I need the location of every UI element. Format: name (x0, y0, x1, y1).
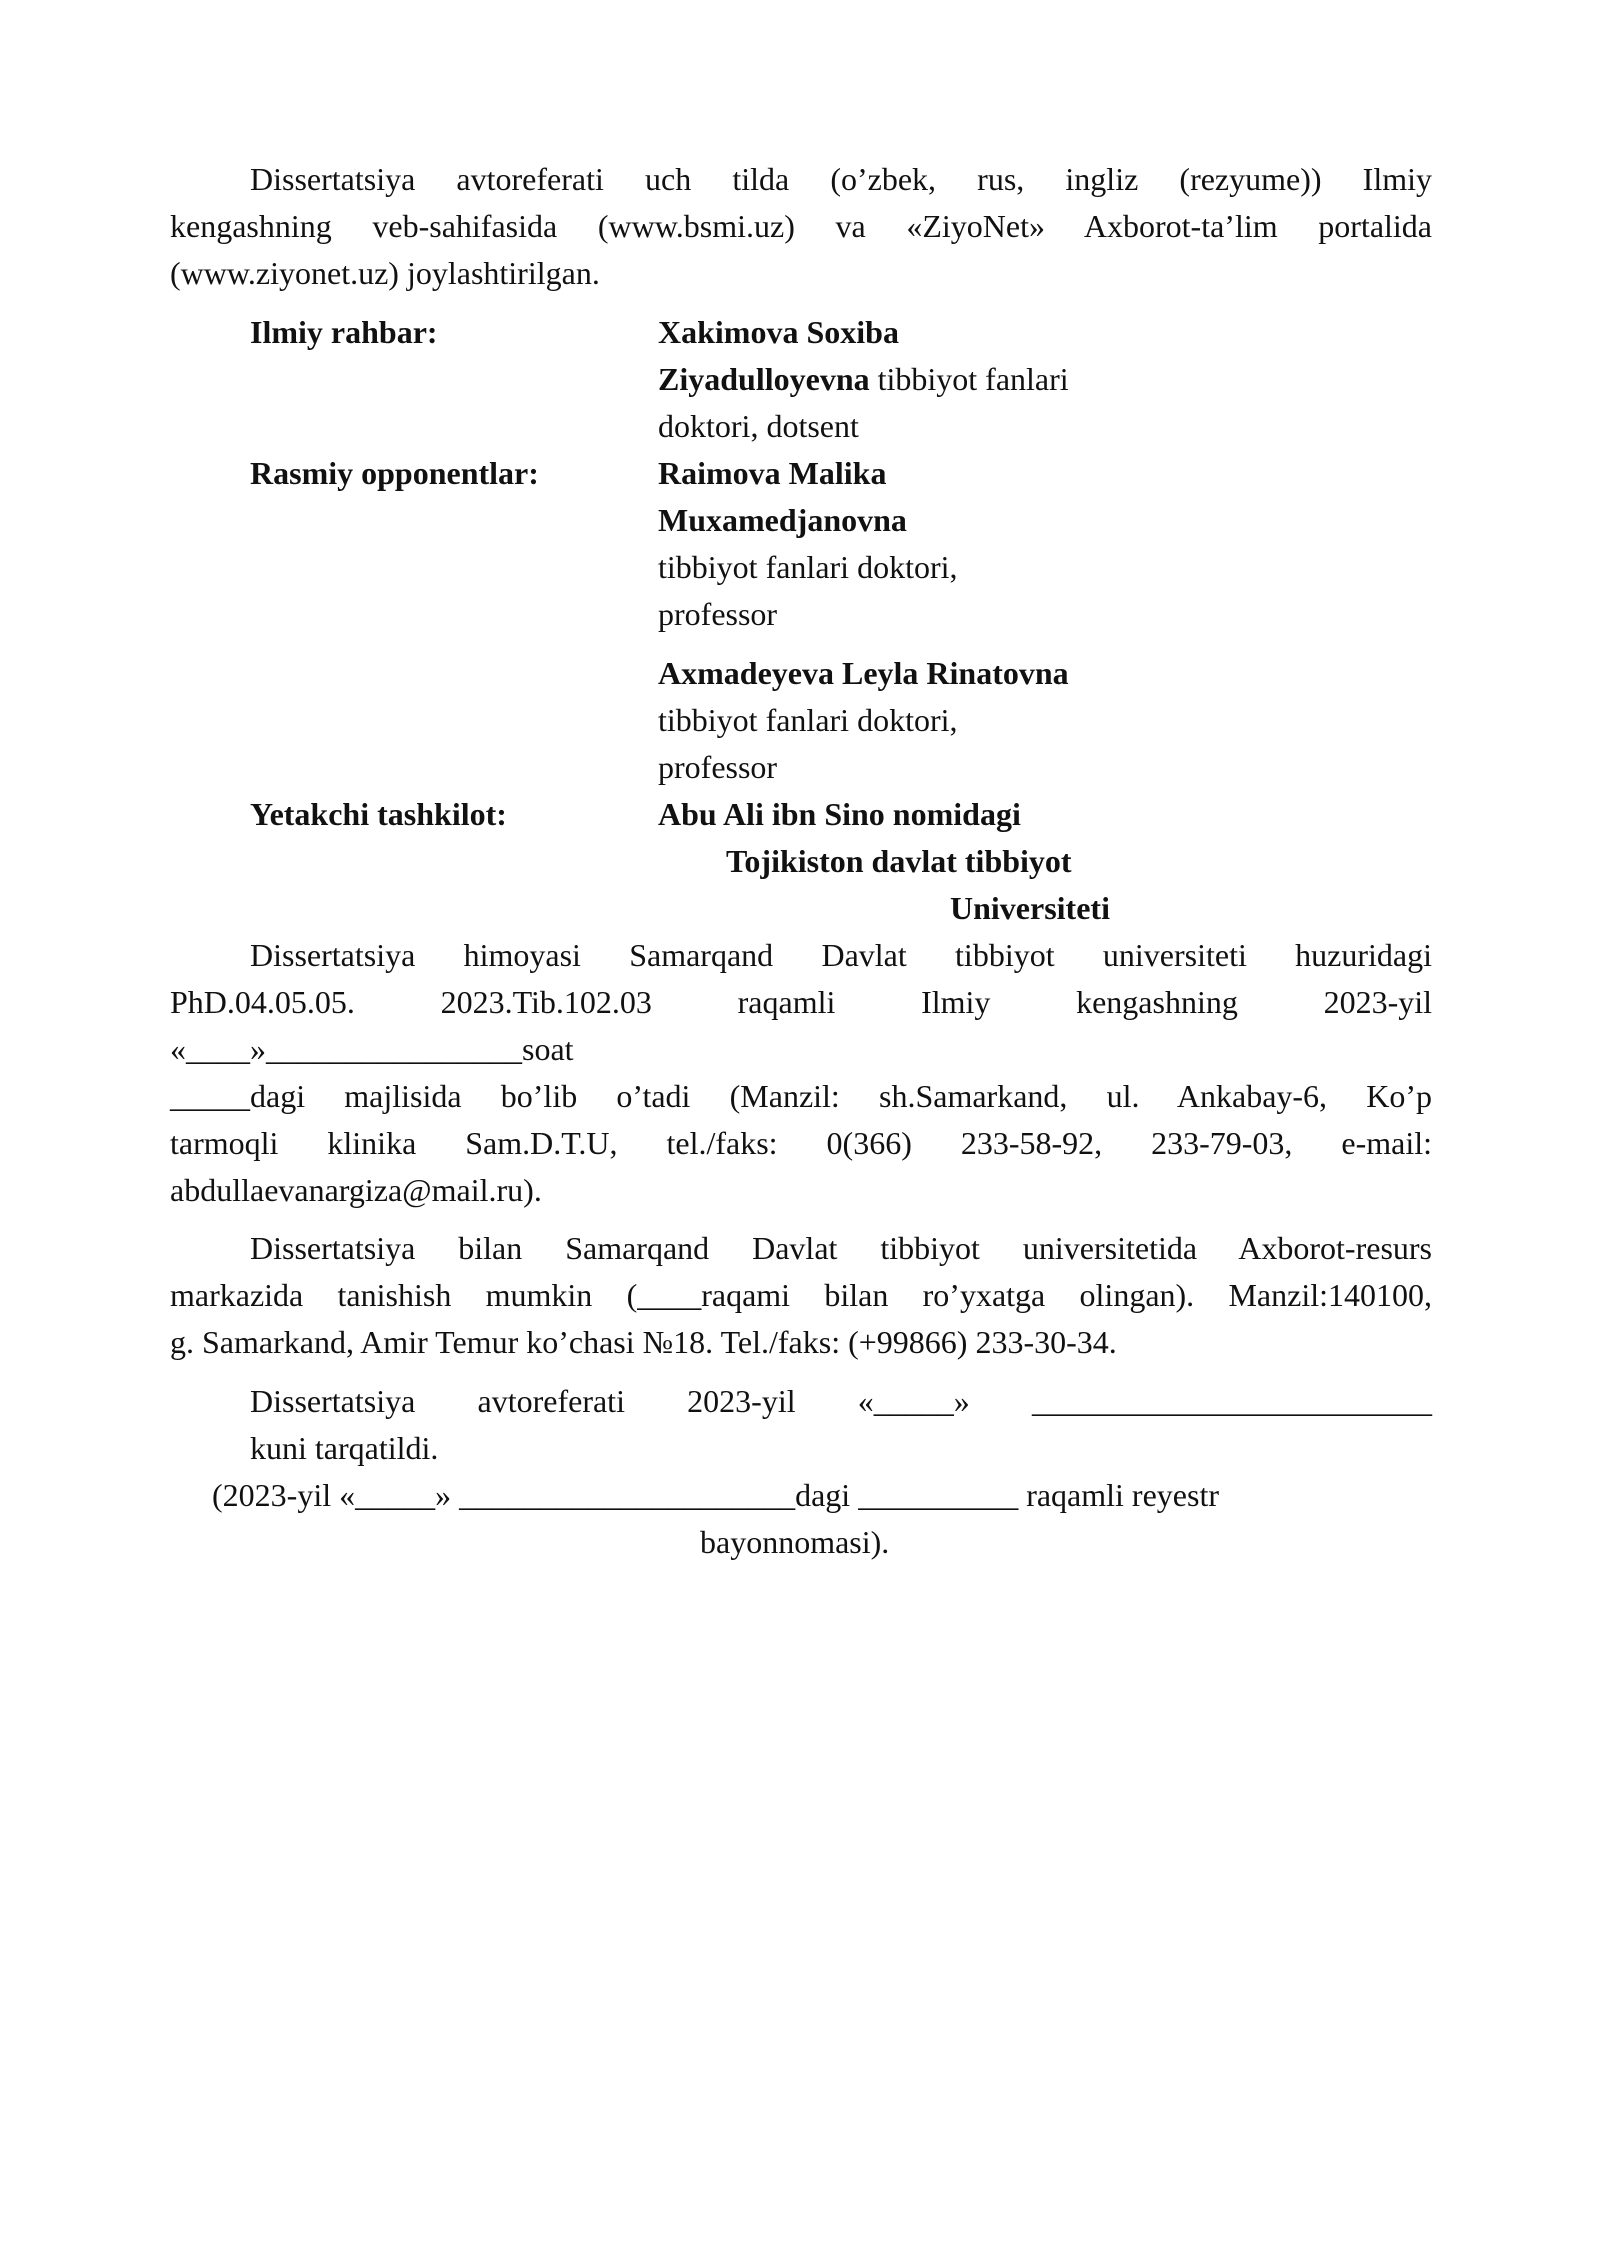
library-line-2: markazida tanishish mumkin (____raqami bilan ro’yxatga olingan). Manzil:140100, (170, 1277, 1432, 1313)
organization-label: Yetakchi tashkilot: (250, 796, 507, 832)
opponents-label: Rasmiy opponentlar: (250, 455, 539, 491)
library-line-1: Dissertatsiya bilan Samarqand Davlat tibbiyot universitetida Axborot-resurs (250, 1230, 1432, 1266)
distribution-line-2: kuni tarqatildi. (250, 1430, 439, 1466)
opponent-1-name-line-1: Raimova Malika (658, 455, 887, 491)
opponent-1-name-line-2: Muxamedjanovna (658, 502, 907, 538)
advisor-name-line-2 (658, 356, 1069, 403)
organization-line-3: Universiteti (950, 890, 1110, 926)
defense-line-4: _____dagi majlisida bo’lib o’tadi (Manzil: sh.Samarkand, ul. Ankabay-6, Ko’p (170, 1078, 1432, 1114)
defense-line-2: PhD.04.05.05. 2023.Tib.102.03 raqamli Ilmiy kengashning 2023-yil (170, 984, 1432, 1020)
intro-line-1: Dissertatsiya avtoreferati uch tilda (o’zbek, rus, ingliz (rezyume)) Ilmiy (250, 161, 1432, 197)
distribution-line-4: bayonnomasi). (700, 1524, 890, 1560)
advisor-title-line-2: doktori, dotsent (658, 408, 859, 444)
defense-line-3: «____»________________soat (170, 1031, 574, 1067)
advisor-title-part-1: tibbiyot fanlari (869, 361, 1069, 397)
advisor-patronymic: Ziyadulloyevna (658, 361, 870, 397)
distribution-line-3: (2023-yil «_____» _____________________dagi __________ raqamli reyestr (212, 1477, 1219, 1513)
intro-line-2: kengashning veb-sahifasida (www.bsmi.uz) va «ZiyoNet» Axborot-ta’lim portalida (170, 208, 1432, 244)
opponent-1-title-line-2: professor (658, 596, 778, 632)
opponent-2-title-line-2: professor (658, 749, 778, 785)
defense-line-6: abdullaevanargiza@mail.ru). (170, 1172, 542, 1208)
organization-line-1: Abu Ali ibn Sino nomidagi (658, 796, 1021, 832)
defense-line-1: Dissertatsiya himoyasi Samarqand Davlat tibbiyot universiteti huzuridagi (250, 937, 1432, 973)
advisor-name-line-1: Xakimova Soxiba (658, 314, 899, 350)
library-line-3: g. Samarkand, Amir Temur ko’chasi №18. Tel./faks: (+99866) 233-30-34. (170, 1324, 1117, 1360)
opponent-1-title-line-1: tibbiyot fanlari doktori, (658, 549, 958, 585)
opponent-2-title-line-1: tibbiyot fanlari doktori, (658, 702, 958, 738)
advisor-label: Ilmiy rahbar: (250, 314, 438, 350)
intro-line-3: (www.ziyonet.uz) joylashtirilgan. (170, 255, 600, 291)
distribution-line-1: Dissertatsiya avtoreferati 2023-yil «_____» _________________________ (250, 1383, 1432, 1419)
organization-line-2: Tojikiston davlat tibbiyot (726, 843, 1072, 879)
defense-line-5: tarmoqli klinika Sam.D.T.U, tel./faks: 0(366) 233-58-92, 233-79-03, e-mail: (170, 1125, 1432, 1161)
opponent-2-name: Axmadeyeva Leyla Rinatovna (658, 655, 1069, 691)
